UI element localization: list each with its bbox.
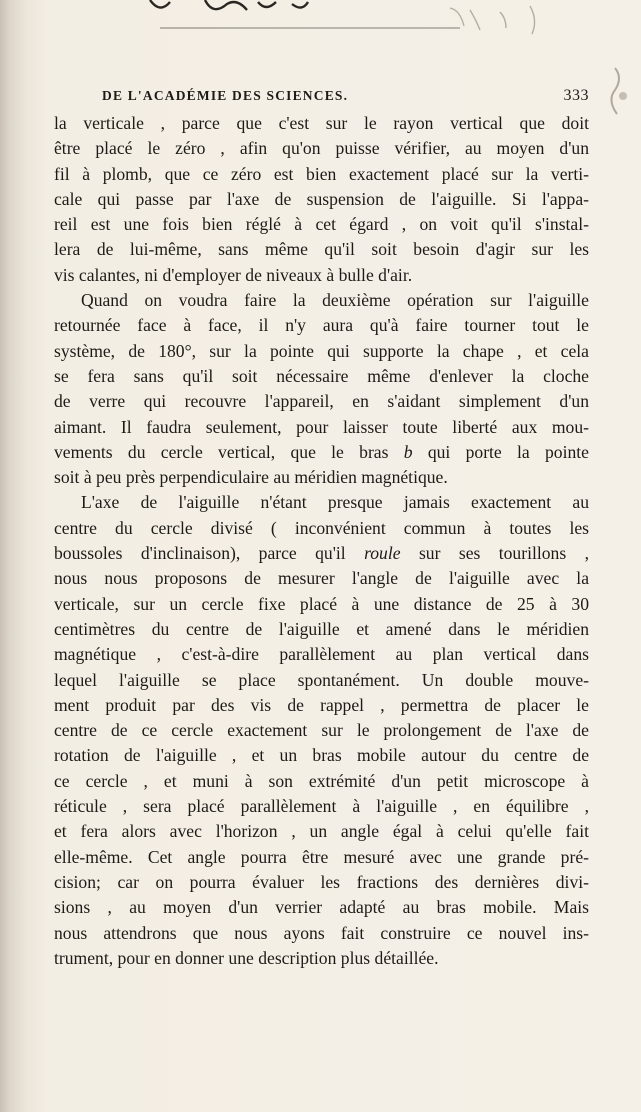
text-line: reil est une fois bien réglé à cet égard , on voit qu'il s'instal- (54, 214, 589, 235)
text-line: boussoles d'inclinaison), parce qu'il roule sur ses tourillons , (54, 543, 589, 564)
text-line: rotation de l'aiguille , et un bras mobile autour du centre de (54, 745, 589, 766)
text-line: centre de ce cercle exactement sur le prolongement de l'axe de (54, 720, 589, 741)
paragraph (54, 490, 589, 971)
text-line: être placé le zéro , afin qu'on puisse vérifier, au moyen d'un (54, 138, 589, 159)
page-header (54, 88, 589, 108)
text-line: la verticale , parce que c'est sur le rayon vertical que doit (54, 113, 589, 133)
text-line: lera de lui-même, sans même qu'il soit besoin d'agir sur les (54, 239, 589, 260)
text-line: nous nous proposons de mesurer l'angle de l'aiguille avec la (54, 568, 589, 589)
text-line: vements du cercle vertical, que le bras b qui porte la pointe (54, 441, 589, 462)
text-line: L'axe de l'aiguille n'étant presque jamais exactement au (81, 492, 589, 513)
text-line: ce cercle , et muni à son extrémité d'un petit microscope à (54, 770, 589, 791)
text-line: elle-même. Cet angle pourra être mesuré avec une grande pré- (54, 846, 589, 867)
body-text (54, 111, 589, 971)
text-line: vis calantes, ni d'employer de niveaux à bulle d'air. (54, 264, 413, 285)
margin-ink-smudge (595, 60, 635, 120)
text-line: centimètres du centre de l'aiguille et amené dans le méridien (54, 618, 589, 639)
text-line: Quand on voudra faire la deuxième opération sur l'aiguille (81, 290, 589, 311)
text-line: verticale, sur un cercle fixe placé à une distance de 25 à 30 (54, 593, 589, 614)
paragraph (54, 288, 589, 490)
text-line: et fera alors avec l'horizon , un angle égal à celui qu'elle fait (54, 821, 589, 842)
text-line: aimant. Il faudra seulement, pour laisser toute liberté aux mou- (54, 416, 589, 437)
text-line: centre du cercle divisé ( inconvénient commun à toutes les (54, 517, 589, 538)
text-line: nous attendrons que nous ayons fait construire ce nouvel ins- (54, 922, 589, 943)
text-line: ment produit par des vis de rappel , permettra de placer le (54, 694, 589, 715)
text-line: de verre qui recouvre l'appareil, en s'aidant simplement d'un (54, 391, 589, 412)
text-line: cale qui passe par l'axe de suspension de l'aiguille. Si l'appa- (54, 188, 589, 209)
text-line: magnétique , c'est-à-dire parallèlement au plan vertical dans (54, 644, 589, 665)
text-line: soit à peu près perpendiculaire au méridien magnétique. (54, 467, 448, 488)
paragraph (54, 111, 589, 288)
text-line: trument, pour en donner une description plus détaillée. (54, 947, 439, 968)
text-line: retournée face à face, il n'y aura qu'à faire tourner tout le (54, 315, 589, 336)
text-line: système, de 180°, sur la pointe qui supporte la chape , et cela (54, 340, 589, 361)
running-title: DE L'ACADÉMIE DES SCIENCES. (102, 88, 349, 103)
page-number: 333 (563, 87, 589, 104)
torn-top-edge-decoration (30, 0, 590, 36)
text-line: cision; car on pourra évaluer les fractions des dernières divi- (54, 871, 589, 892)
text-line: réticule , sera placé parallèlement à l'aiguille , en équilibre , (54, 796, 589, 817)
text-line: fil à plomb, que ce zéro est bien exactement placé sur la verti- (54, 163, 589, 184)
text-line: se fera sans qu'il soit nécessaire même d'enlever la cloche (54, 365, 589, 386)
text-line: lequel l'aiguille se place spontanément. Un double mouve- (54, 669, 589, 690)
text-line: sions , au moyen d'un verrier adapté au bras mobile. Mais (54, 897, 589, 918)
